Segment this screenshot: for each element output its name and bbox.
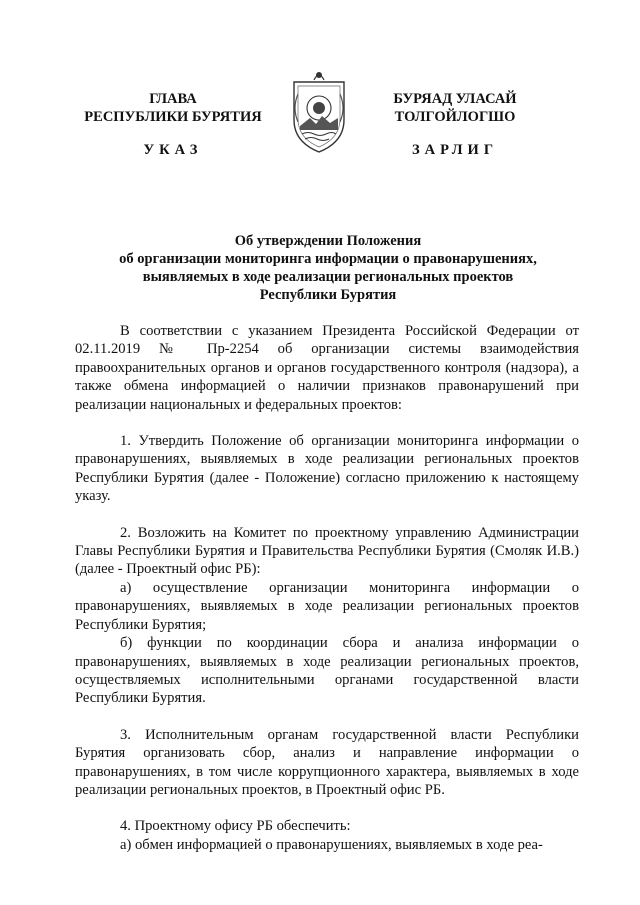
header-left xyxy=(78,90,268,126)
header-right-line2: ТОЛГОЙЛОГШО xyxy=(394,109,516,125)
item-2a-paragraph: а) осуществление организации мониторинга информации о правонарушениях, выявляемых в ходе реализации региональных проектов Республики Бурятия; xyxy=(75,579,579,633)
item-4-paragraph: 4. Проектному офису РБ обеспечить: xyxy=(120,818,351,835)
doctype-right: ЗАРЛИГ xyxy=(411,142,499,158)
title-line2: об организации мониторинга информации о правонарушениях, xyxy=(119,251,537,267)
item-4a-paragraph: а) обмен информацией о правонарушениях, выявляемых в ходе реа- xyxy=(120,836,543,853)
decree-title xyxy=(78,232,578,304)
header-left-line1: ГЛАВА xyxy=(149,91,197,107)
header-left-line2: РЕСПУБЛИКИ БУРЯТИЯ xyxy=(84,109,262,125)
header-right-line1: БУРЯАД УЛАСАЙ xyxy=(393,91,517,107)
item-3-paragraph: 3. Исполнительным органам государственной власти Республики Бурятия организовать сбор, анализ и направление информации о правонарушениях, в том числе коррупционного характера, выявляемых в ходе реализации региональных проектов, в Проектный офис РБ. xyxy=(75,726,579,798)
doctype-left: УКАЗ xyxy=(143,142,203,158)
coat-of-arms-icon xyxy=(290,68,348,154)
header-right xyxy=(360,90,550,126)
title-line1: Об утверждении Положения xyxy=(234,233,422,249)
decree-body xyxy=(75,322,579,854)
item-1-paragraph: 1. Утвердить Положение об организации мониторинга информации о правонарушениях, выявляемых в ходе реализации региональных проектов Республики Бурятия (далее - Положение) согласно приложению к настоящему указу. xyxy=(75,433,579,505)
title-line3: выявляемых в ходе реализации региональных проектов xyxy=(142,269,514,285)
title-line4: Республики Бурятия xyxy=(259,287,397,303)
item-2-paragraph: 2. Возложить на Комитет по проектному управлению Администрации Главы Республики Бурятия и Правительства Республики Бурятия (Смоляк И.В.) (далее - Проектный офис РБ): xyxy=(75,524,579,578)
item-2b-paragraph: б) функции по координации сбора и анализа информации о правонарушениях, выявляемых в ходе реализации региональных проектов, осуществляемых исполнительными органами государственной власти Республики Бурятия. xyxy=(75,635,579,707)
preamble-paragraph: В соответствии с указанием Президента Российской Федерации от 02.11.2019 № Пр-2254 об организации системы взаимодействия правоохранительных органов и органов государственного контроля (надзора), а также обмена информацией о наличии признаков правонарушений при реализации национальных и федеральных проектов: xyxy=(75,323,579,413)
